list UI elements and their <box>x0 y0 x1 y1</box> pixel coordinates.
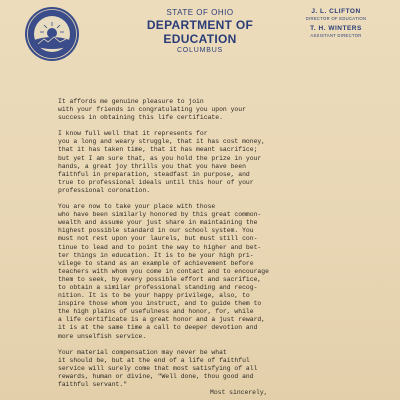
official-title: DIRECTOR OF EDUCATION <box>305 16 367 21</box>
letterhead-department: DEPARTMENT OF EDUCATION <box>146 18 254 46</box>
official-name: T. H. WINTERS <box>310 25 362 32</box>
letter-body <box>58 98 378 397</box>
letterhead-city: COLUMBUS <box>176 47 224 54</box>
official-title: ASSISTANT DIRECTOR <box>310 33 362 38</box>
letterhead-state: STATE OF OHIO <box>166 8 234 17</box>
letter-paragraph: Your material compensation may never be what it should be, but at the end of a life of faithful service will surely come that most satisfying of all rewards, human or divine, "Well done, thou good and faithful servant." <box>58 348 258 388</box>
letterhead <box>120 8 280 56</box>
officials-block <box>294 8 378 42</box>
official-name: J. L. CLIFTON <box>311 8 361 15</box>
letter-paragraph: I know full well that it represents for you a long and weary struggle, that it has cost money, that it has taken time, that it has meant sacrifice; but yet I am sure that, as you hold the prize in your hands, a great joy thrills you that you have been faithful in preparation, steadfast in purpose, and true to professional ideals until this hour of your professional coronation. <box>58 130 266 194</box>
letter-paragraph: You are now to take your place with those who have been similarly honored by this great common- wealth and assume your just share in maintaining the highest possible standard in our school system. You must not rest upon your laurels, but must still con- tinue to lead and to point the way to higher and bet- ter things in education. It is to be your high pri- vilege to stand as an example of achievement before teachers with whom you come in contact and to encourage them to seek, by every possible effort and sacrifice, to obtain a similar professional standing and recog- nition. It is to be your happy privilege, also, to inspire those whom you instruct, and to guide them to the high plains of usefulness and honor, for, while a life certificate is a great honor and a just reward, it is at the same time a call to deeper devotion and more unselfish service. <box>58 203 269 340</box>
letter-paragraph: It affords me genuine pleasure to join with your friends in congratulating you upon your success in obtaining this life certificate. <box>58 98 246 122</box>
letter-closing: Most sincerely, <box>210 389 268 396</box>
ohio-seal-icon <box>24 6 80 62</box>
